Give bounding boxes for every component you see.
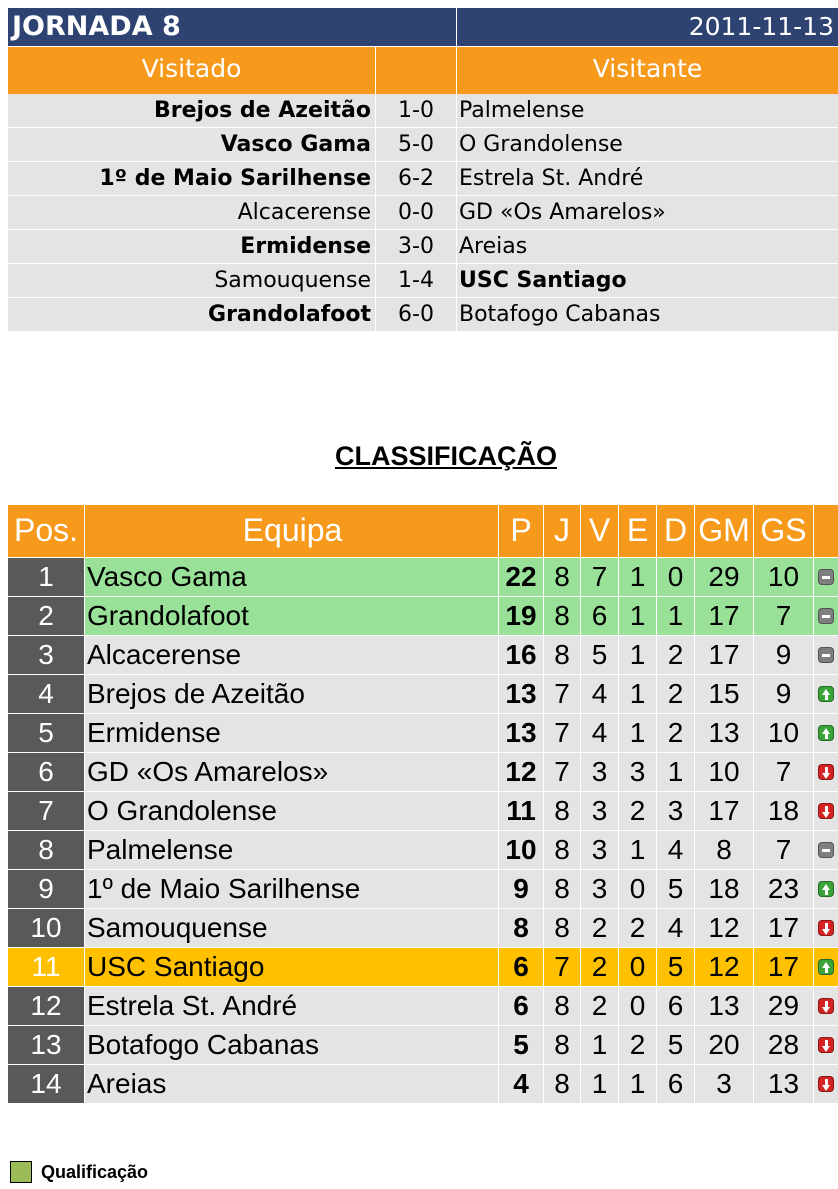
team-name: Areias bbox=[85, 1065, 499, 1103]
goals-against: 13 bbox=[754, 1065, 814, 1103]
draws: 3 bbox=[619, 753, 657, 791]
played: 8 bbox=[544, 870, 581, 908]
header-goals-for: GM bbox=[695, 505, 754, 557]
down-arrow-icon bbox=[818, 1037, 834, 1053]
position: 10 bbox=[8, 909, 85, 947]
match-score: 5-0 bbox=[376, 128, 457, 161]
standings-body bbox=[8, 557, 838, 1103]
wins: 7 bbox=[581, 558, 619, 596]
goals-for: 8 bbox=[695, 831, 754, 869]
away-column-header: Visitante bbox=[592, 54, 703, 83]
losses: 0 bbox=[657, 558, 695, 596]
team-name: 1º de Maio Sarilhense bbox=[85, 870, 499, 908]
trend-cell bbox=[814, 714, 838, 752]
trend-cell bbox=[814, 558, 838, 596]
goals-against: 9 bbox=[754, 636, 814, 674]
goals-against: 10 bbox=[754, 714, 814, 752]
points: 11 bbox=[499, 792, 544, 830]
down-arrow-icon bbox=[818, 1076, 834, 1092]
team-name: Brejos de Azeitão bbox=[85, 675, 499, 713]
round-date: 2011-11-13 bbox=[688, 12, 834, 41]
losses: 5 bbox=[657, 948, 695, 986]
trend-cell bbox=[814, 675, 838, 713]
goals-against: 9 bbox=[754, 675, 814, 713]
played: 8 bbox=[544, 1026, 581, 1064]
played: 7 bbox=[544, 948, 581, 986]
position: 12 bbox=[8, 987, 85, 1025]
points: 5 bbox=[499, 1026, 544, 1064]
classification-title: CLASSIFICAÇÃO bbox=[335, 441, 557, 471]
goals-against: 10 bbox=[754, 558, 814, 596]
same-icon bbox=[818, 608, 834, 624]
goals-for: 12 bbox=[695, 909, 754, 947]
standings-row bbox=[8, 791, 838, 830]
header-trend bbox=[814, 505, 838, 557]
played: 8 bbox=[544, 558, 581, 596]
match-score: 6-2 bbox=[376, 162, 457, 195]
trend-cell bbox=[814, 831, 838, 869]
team-name: Botafogo Cabanas bbox=[85, 1026, 499, 1064]
up-arrow-icon bbox=[818, 881, 834, 897]
home-team: Ermidense bbox=[8, 230, 376, 263]
goals-for: 17 bbox=[695, 636, 754, 674]
points: 10 bbox=[499, 831, 544, 869]
points: 22 bbox=[499, 558, 544, 596]
down-arrow-icon bbox=[818, 764, 834, 780]
home-team: 1º de Maio Sarilhense bbox=[8, 162, 376, 195]
trend-cell bbox=[814, 948, 838, 986]
played: 7 bbox=[544, 714, 581, 752]
result-row bbox=[8, 298, 838, 332]
draws: 1 bbox=[619, 597, 657, 635]
match-score: 3-0 bbox=[376, 230, 457, 263]
header-goals-against: GS bbox=[754, 505, 814, 557]
result-row bbox=[8, 128, 838, 162]
match-score: 1-4 bbox=[376, 264, 457, 297]
trend-cell bbox=[814, 1026, 838, 1064]
team-name: Alcacerense bbox=[85, 636, 499, 674]
goals-for: 29 bbox=[695, 558, 754, 596]
trend-cell bbox=[814, 636, 838, 674]
round-header bbox=[8, 8, 838, 46]
legend bbox=[10, 1161, 148, 1183]
wins: 1 bbox=[581, 1026, 619, 1064]
qualification-label: Qualificação bbox=[41, 1161, 149, 1182]
goals-for: 17 bbox=[695, 597, 754, 635]
goals-against: 7 bbox=[754, 753, 814, 791]
goals-for: 18 bbox=[695, 870, 754, 908]
wins: 2 bbox=[581, 948, 619, 986]
draws: 1 bbox=[619, 831, 657, 869]
played: 8 bbox=[544, 792, 581, 830]
score-column-header bbox=[376, 47, 457, 94]
goals-against: 28 bbox=[754, 1026, 814, 1064]
goals-for: 13 bbox=[695, 987, 754, 1025]
standings-row bbox=[8, 830, 838, 869]
qualification-swatch bbox=[10, 1161, 32, 1183]
played: 7 bbox=[544, 675, 581, 713]
played: 8 bbox=[544, 987, 581, 1025]
match-score: 0-0 bbox=[376, 196, 457, 229]
standings-row bbox=[8, 908, 838, 947]
goals-for: 10 bbox=[695, 753, 754, 791]
home-team: Brejos de Azeitão bbox=[8, 94, 376, 127]
goals-against: 17 bbox=[754, 909, 814, 947]
played: 8 bbox=[544, 597, 581, 635]
points: 6 bbox=[499, 987, 544, 1025]
result-row bbox=[8, 162, 838, 196]
down-arrow-icon bbox=[818, 920, 834, 936]
trend-cell bbox=[814, 792, 838, 830]
draws: 2 bbox=[619, 1026, 657, 1064]
result-row bbox=[8, 230, 838, 264]
match-score: 6-0 bbox=[376, 298, 457, 331]
points: 13 bbox=[499, 675, 544, 713]
away-team: Areias bbox=[459, 234, 528, 259]
played: 8 bbox=[544, 636, 581, 674]
result-row bbox=[8, 94, 838, 128]
goals-for: 12 bbox=[695, 948, 754, 986]
same-icon bbox=[818, 842, 834, 858]
standings-table bbox=[8, 505, 838, 1103]
result-row bbox=[8, 264, 838, 298]
header-points: P bbox=[499, 505, 544, 557]
trend-cell bbox=[814, 1065, 838, 1103]
position: 8 bbox=[8, 831, 85, 869]
losses: 6 bbox=[657, 987, 695, 1025]
standings-row bbox=[8, 752, 838, 791]
points: 13 bbox=[499, 714, 544, 752]
goals-against: 29 bbox=[754, 987, 814, 1025]
goals-for: 17 bbox=[695, 792, 754, 830]
position: 7 bbox=[8, 792, 85, 830]
losses: 1 bbox=[657, 597, 695, 635]
standings-row bbox=[8, 635, 838, 674]
wins: 5 bbox=[581, 636, 619, 674]
goals-against: 18 bbox=[754, 792, 814, 830]
position: 6 bbox=[8, 753, 85, 791]
goals-for: 15 bbox=[695, 675, 754, 713]
team-name: Samouquense bbox=[85, 909, 499, 947]
wins: 2 bbox=[581, 909, 619, 947]
team-name: O Grandolense bbox=[85, 792, 499, 830]
wins: 3 bbox=[581, 792, 619, 830]
losses: 6 bbox=[657, 1065, 695, 1103]
wins: 1 bbox=[581, 1065, 619, 1103]
results-column-header bbox=[8, 46, 838, 94]
up-arrow-icon bbox=[818, 686, 834, 702]
points: 6 bbox=[499, 948, 544, 986]
team-name: Ermidense bbox=[85, 714, 499, 752]
standings-row bbox=[8, 674, 838, 713]
home-team: Samouquense bbox=[8, 264, 376, 297]
wins: 3 bbox=[581, 753, 619, 791]
standings-row bbox=[8, 713, 838, 752]
round-title: JORNADA 8 bbox=[8, 8, 457, 46]
result-row bbox=[8, 196, 838, 230]
up-arrow-icon bbox=[818, 725, 834, 741]
played: 8 bbox=[544, 831, 581, 869]
away-team: Estrela St. André bbox=[459, 166, 644, 191]
points: 16 bbox=[499, 636, 544, 674]
played: 7 bbox=[544, 753, 581, 791]
team-name: Grandolafoot bbox=[85, 597, 499, 635]
standings-header bbox=[8, 505, 838, 557]
standings-row bbox=[8, 986, 838, 1025]
played: 8 bbox=[544, 909, 581, 947]
draws: 1 bbox=[619, 675, 657, 713]
points: 12 bbox=[499, 753, 544, 791]
goals-for: 13 bbox=[695, 714, 754, 752]
team-name: GD «Os Amarelos» bbox=[85, 753, 499, 791]
away-team: USC Santiago bbox=[459, 268, 627, 293]
standings-row bbox=[8, 557, 838, 596]
header-wins: V bbox=[581, 505, 619, 557]
away-team: Botafogo Cabanas bbox=[459, 302, 661, 327]
draws: 1 bbox=[619, 558, 657, 596]
position: 14 bbox=[8, 1065, 85, 1103]
header-played: J bbox=[544, 505, 581, 557]
home-team: Grandolafoot bbox=[8, 298, 376, 331]
standings-row bbox=[8, 596, 838, 635]
results-body bbox=[8, 94, 838, 332]
trend-cell bbox=[814, 870, 838, 908]
standings-row bbox=[8, 1064, 838, 1103]
losses: 3 bbox=[657, 792, 695, 830]
wins: 3 bbox=[581, 870, 619, 908]
team-name: USC Santiago bbox=[85, 948, 499, 986]
down-arrow-icon bbox=[818, 998, 834, 1014]
home-team: Alcacerense bbox=[8, 196, 376, 229]
losses: 4 bbox=[657, 909, 695, 947]
position: 13 bbox=[8, 1026, 85, 1064]
draws: 2 bbox=[619, 792, 657, 830]
standings-row bbox=[8, 869, 838, 908]
points: 9 bbox=[499, 870, 544, 908]
home-team: Vasco Gama bbox=[8, 128, 376, 161]
header-pos: Pos. bbox=[8, 505, 85, 557]
position: 5 bbox=[8, 714, 85, 752]
position: 3 bbox=[8, 636, 85, 674]
goals-against: 7 bbox=[754, 831, 814, 869]
goals-for: 3 bbox=[695, 1065, 754, 1103]
up-arrow-icon bbox=[818, 959, 834, 975]
standings-row bbox=[8, 947, 838, 986]
position: 4 bbox=[8, 675, 85, 713]
draws: 0 bbox=[619, 948, 657, 986]
draws: 1 bbox=[619, 1065, 657, 1103]
down-arrow-icon bbox=[818, 803, 834, 819]
wins: 6 bbox=[581, 597, 619, 635]
wins: 4 bbox=[581, 675, 619, 713]
goals-against: 7 bbox=[754, 597, 814, 635]
draws: 1 bbox=[619, 636, 657, 674]
draws: 2 bbox=[619, 909, 657, 947]
points: 4 bbox=[499, 1065, 544, 1103]
header-team: Equipa bbox=[85, 505, 499, 557]
trend-cell bbox=[814, 753, 838, 791]
draws: 0 bbox=[619, 987, 657, 1025]
losses: 5 bbox=[657, 1026, 695, 1064]
position: 1 bbox=[8, 558, 85, 596]
position: 11 bbox=[8, 948, 85, 986]
trend-cell bbox=[814, 987, 838, 1025]
team-name: Estrela St. André bbox=[85, 987, 499, 1025]
losses: 2 bbox=[657, 675, 695, 713]
losses: 5 bbox=[657, 870, 695, 908]
played: 8 bbox=[544, 1065, 581, 1103]
losses: 1 bbox=[657, 753, 695, 791]
same-icon bbox=[818, 569, 834, 585]
header-draws: E bbox=[619, 505, 657, 557]
losses: 4 bbox=[657, 831, 695, 869]
header-losses: D bbox=[657, 505, 695, 557]
points: 19 bbox=[499, 597, 544, 635]
away-team: GD «Os Amarelos» bbox=[459, 200, 666, 225]
home-column-header: Visitado bbox=[8, 47, 376, 94]
away-team: O Grandolense bbox=[459, 132, 623, 157]
wins: 3 bbox=[581, 831, 619, 869]
points: 8 bbox=[499, 909, 544, 947]
losses: 2 bbox=[657, 636, 695, 674]
wins: 2 bbox=[581, 987, 619, 1025]
trend-cell bbox=[814, 909, 838, 947]
position: 9 bbox=[8, 870, 85, 908]
draws: 0 bbox=[619, 870, 657, 908]
same-icon bbox=[818, 647, 834, 663]
draws: 1 bbox=[619, 714, 657, 752]
goals-against: 23 bbox=[754, 870, 814, 908]
away-team: Palmelense bbox=[459, 98, 585, 123]
standings-row bbox=[8, 1025, 838, 1064]
position: 2 bbox=[8, 597, 85, 635]
team-name: Vasco Gama bbox=[85, 558, 499, 596]
trend-cell bbox=[814, 597, 838, 635]
losses: 2 bbox=[657, 714, 695, 752]
goals-for: 20 bbox=[695, 1026, 754, 1064]
match-score: 1-0 bbox=[376, 94, 457, 127]
team-name: Palmelense bbox=[85, 831, 499, 869]
wins: 4 bbox=[581, 714, 619, 752]
goals-against: 17 bbox=[754, 948, 814, 986]
results-table bbox=[8, 8, 838, 332]
